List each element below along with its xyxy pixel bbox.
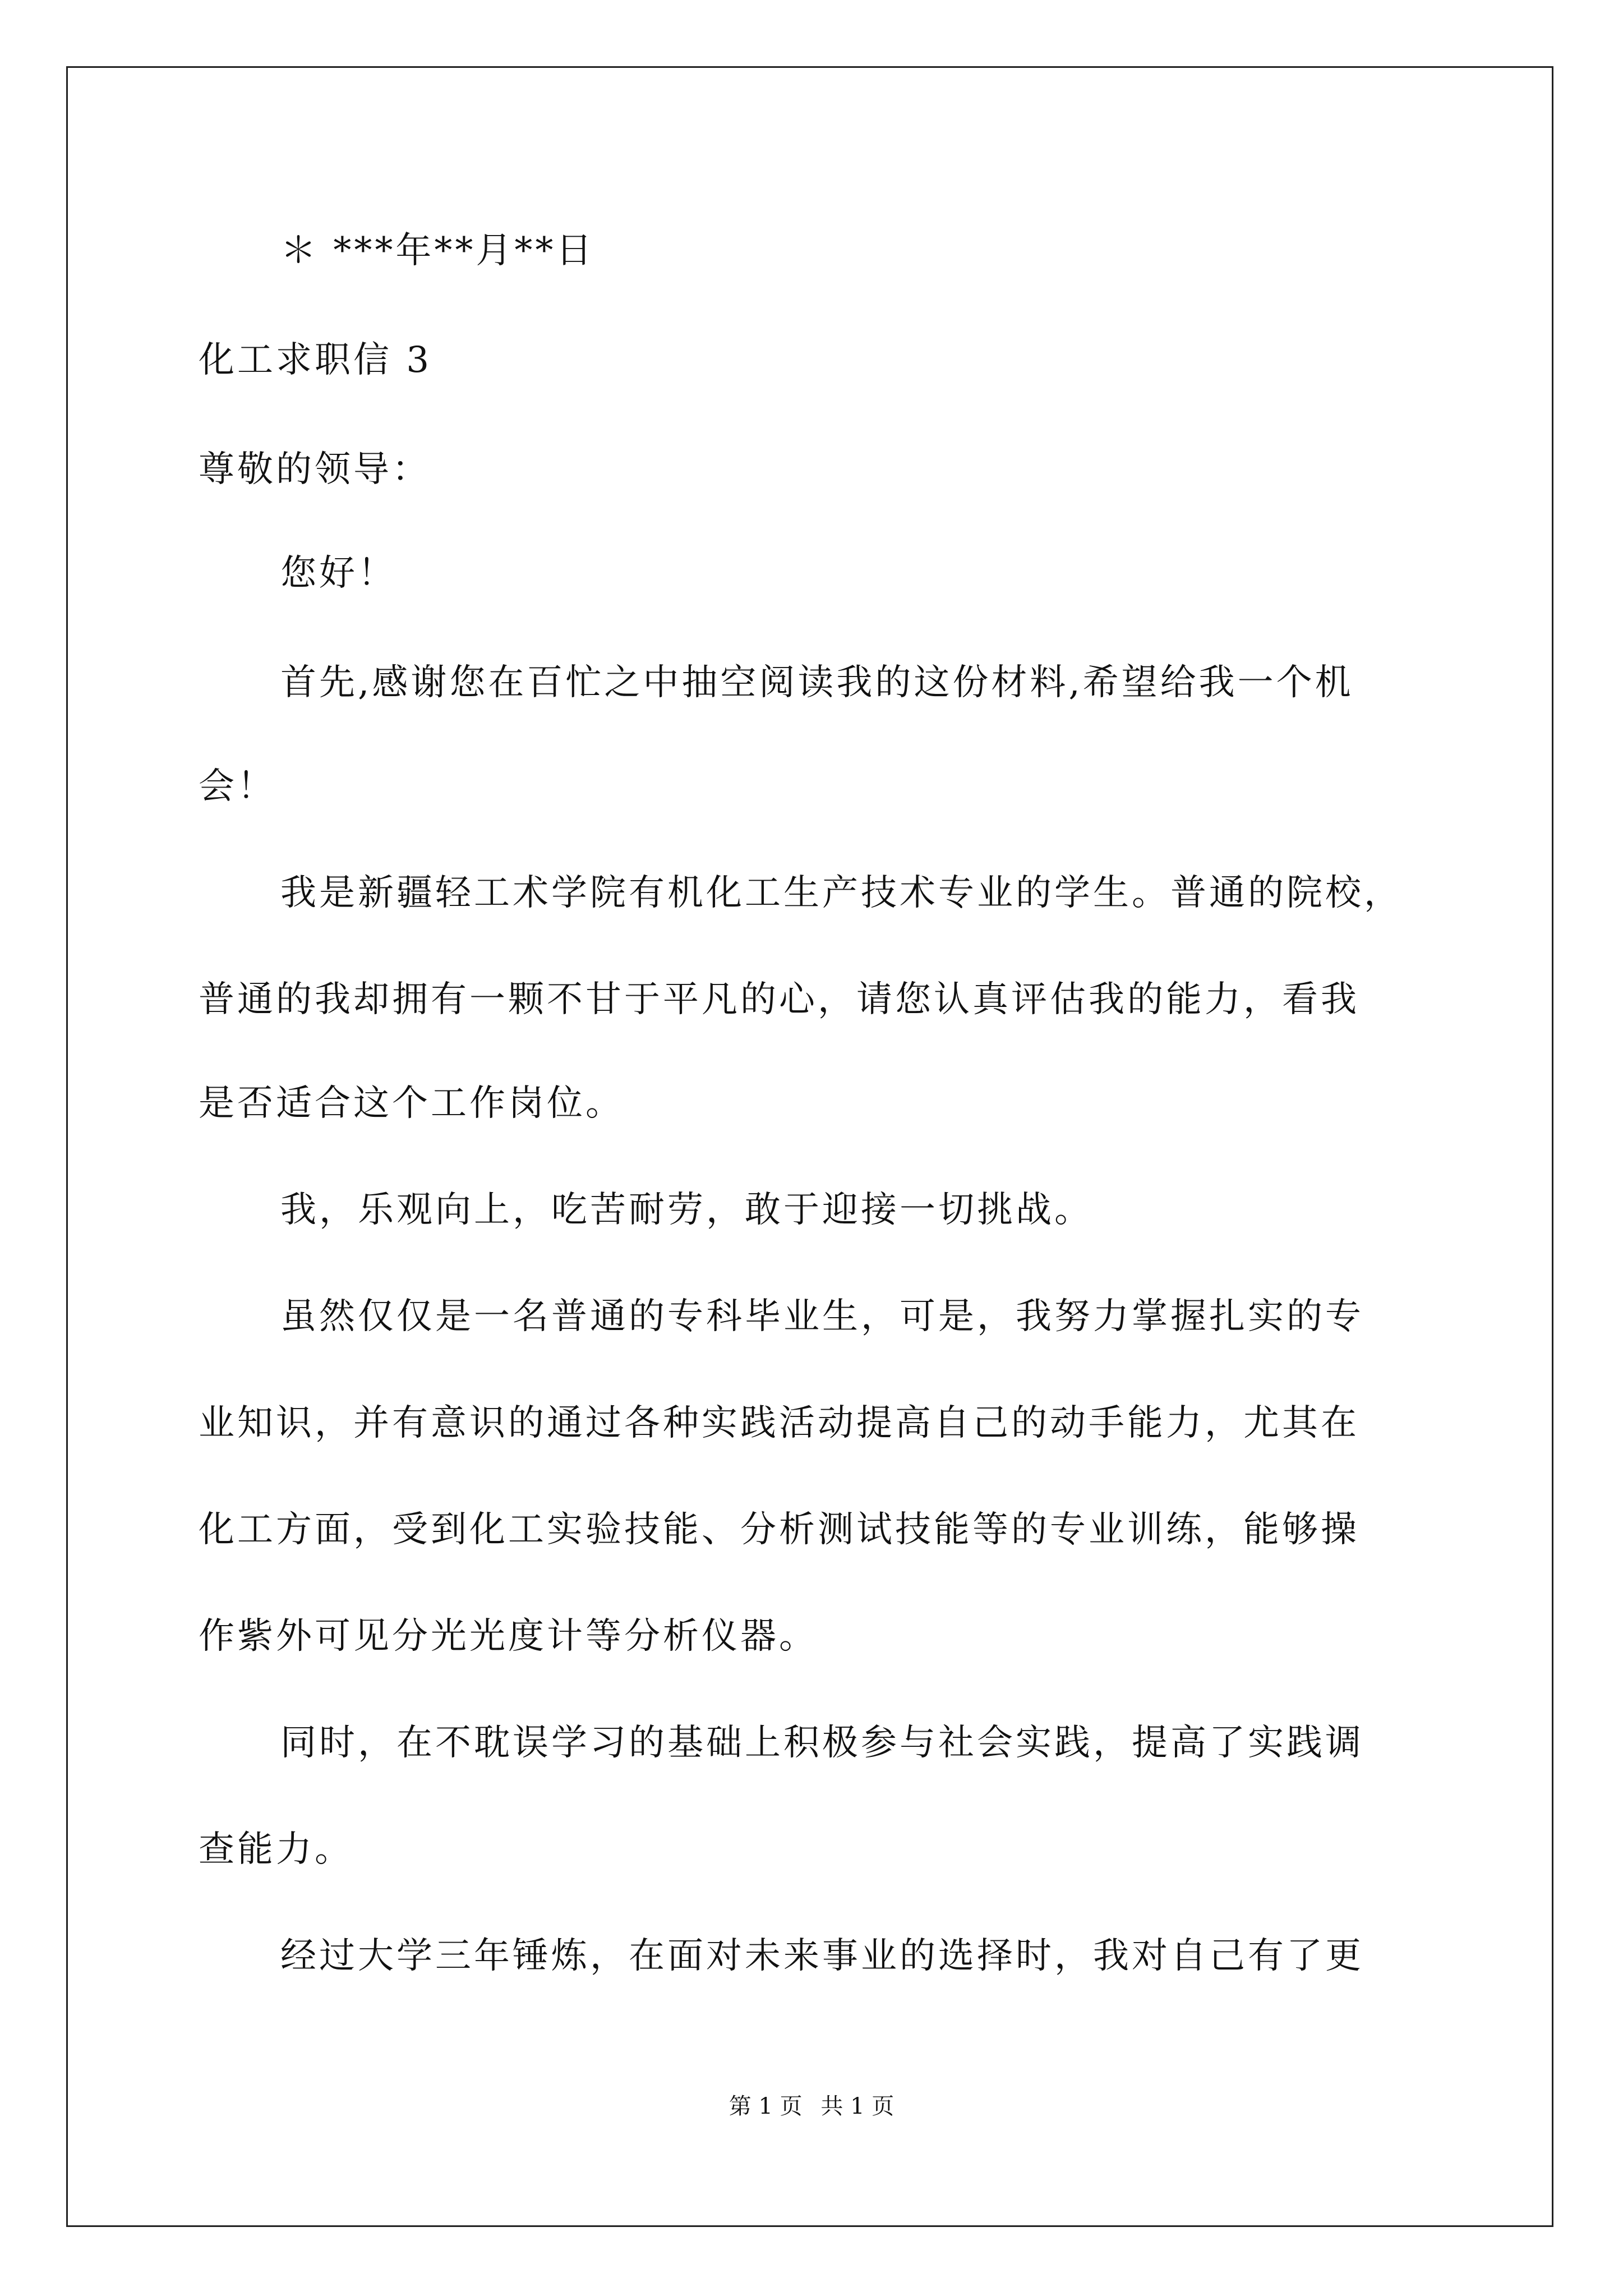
paragraph-line: 化工方面，受到化工实验技能、分析测试技能等的专业训练，能够操 xyxy=(199,1509,1359,1550)
paragraph-line: 经过大学三年锤炼，在面对未来事业的选择时，我对自己有了更 xyxy=(280,1935,1364,1977)
paragraph-line: 是否适合这个工作岗位。 xyxy=(199,1083,624,1124)
paragraph-line: 业知识，并有意识的通过各种实践活动提高自己的动手能力，尤其在 xyxy=(199,1402,1359,1444)
paragraph-line: 我，乐观向上，吃苦耐劳，敢于迎接一切挑战。 xyxy=(280,1189,1093,1231)
page-number: 第 1 页 xyxy=(728,2093,803,2119)
paragraph-line: 查能力。 xyxy=(199,1829,353,1870)
date-line: ＊ ***年**月**日 xyxy=(280,230,595,272)
page-footer xyxy=(0,2095,1623,2118)
greeting: 您好！ xyxy=(280,553,396,594)
paragraph-line: 作紫外可见分光光度计等分析仪器。 xyxy=(199,1616,818,1657)
paragraph-line: 我是新疆轻工术学院有机化工生产技术专业的学生。普通的院校， xyxy=(280,872,1403,914)
paragraph-line: 虽然仅仅是一名普通的专科毕业生，可是，我努力掌握扎实的专 xyxy=(280,1296,1364,1337)
page-frame xyxy=(66,66,1553,2227)
paragraph-line: 会！ xyxy=(199,766,276,807)
paragraph-line: 同时，在不耽误学习的基础上积极参与社会实践，提高了实践调 xyxy=(280,1722,1364,1764)
paragraph-line: 普通的我却拥有一颗不甘于平凡的心，请您认真评估我的能力，看我 xyxy=(199,979,1359,1020)
page-total: 共 1 页 xyxy=(820,2093,895,2119)
salutation: 尊敬的领导： xyxy=(199,449,431,490)
paragraph-line: 首先,感谢您在百忙之中抽空阅读我的这份材料,希望给我一个机 xyxy=(280,662,1354,703)
letter-title: 化工求职信 3 xyxy=(199,339,432,381)
